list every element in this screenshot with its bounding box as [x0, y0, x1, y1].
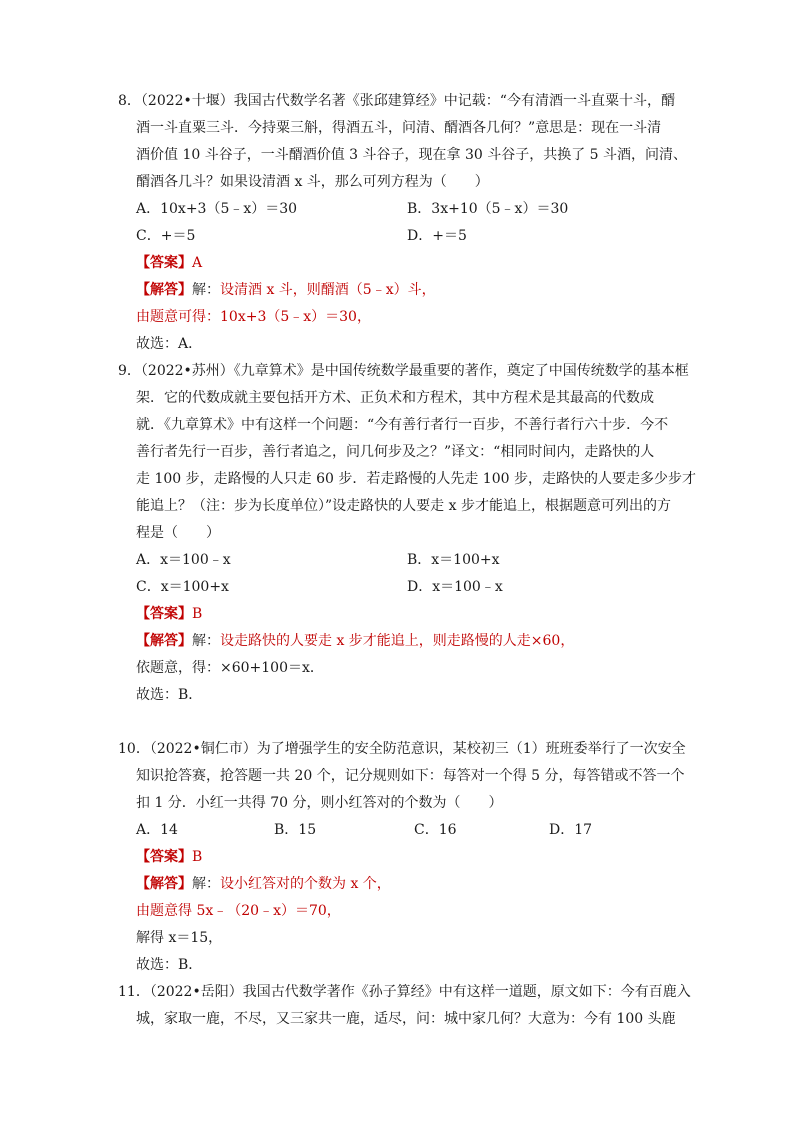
option-d: D．+＝5 — [407, 228, 467, 244]
option-d: D．x＝100﹣x — [407, 579, 503, 595]
options-row — [118, 547, 678, 574]
option-c: C．16 — [414, 822, 457, 838]
question-text-line: 就．《九章算术》中有这样一个问题：“今有善行者行一百步，不善行者行六十步．今不 — [136, 417, 669, 433]
question-9 — [118, 358, 696, 709]
solution-text: 由题意可得：10x+3（5﹣x）＝30， — [136, 309, 371, 325]
solution-line — [118, 628, 678, 655]
question-text-line: 酒一斗直粟三斗．今持粟三斛，得酒五斗，问清、醑酒各几何？”意思是：现在一斗清 — [136, 120, 662, 136]
question-text-line: 城，家取一鹿，不尽，又三家共一鹿，适尽，问：城中家几何？大意为：今有 100 头鹿 — [136, 1011, 676, 1027]
solution-line — [118, 277, 678, 304]
question-text-line: 酒价值 10 斗谷子，一斗醑酒价值 3 斗谷子，现在拿 30 斗谷子，共换了 5 斗酒，问清、 — [136, 147, 688, 163]
question-text-line: 9．（2022•苏州）《九章算术》是中国传统数学最重要的著作，奠定了中国传统数学的基本框 — [118, 363, 689, 379]
question-text-line: 知识抢答赛，抢答题一共 20 个，记分规则如下：每答对一个得 5 分，每答错或不答一个 — [136, 768, 685, 784]
option-a: A．14 — [136, 822, 178, 838]
solution-text: 设走路快的人要走 x 步才能追上，则走路慢的人走×60， — [220, 633, 575, 649]
answer-value: A — [192, 255, 203, 271]
solution-text: 由题意得 5x﹣（20﹣x）＝70， — [136, 903, 341, 919]
answer-value: B — [192, 606, 203, 622]
answer-tag: 【答案】 — [136, 849, 192, 865]
options-row — [118, 196, 678, 223]
solution-line — [118, 871, 678, 898]
solution-text: 依题意，得：×60+100＝x． — [136, 660, 324, 676]
option-b: B．3x+10（5﹣x）＝30 — [407, 201, 569, 217]
question-text-line: 能追上？（注：步为长度单位）”设走路快的人要走 x 步才能追上，根据题意可列出的方 — [136, 498, 671, 514]
question-text-line: 醑酒各几斗？如果设清酒 x 斗，那么可列方程为（ ） — [136, 174, 489, 190]
answer-tag: 【答案】 — [136, 255, 192, 271]
solution-text: 故选：A． — [136, 336, 203, 352]
solution-tag: 【解答】 — [136, 876, 192, 892]
question-text-line: 11．（2022•岳阳）我国古代数学著作《孙子算经》中有这样一道题，原文如下：今有百鹿入 — [118, 984, 691, 1000]
question-text-line: 程是（ ） — [136, 525, 220, 541]
option-c: C．x＝100+x — [136, 579, 229, 595]
solution-text: 故选：B． — [136, 687, 203, 703]
answer-line — [118, 250, 678, 277]
options-row — [118, 817, 678, 844]
answer-line — [118, 844, 678, 871]
option-d: D．17 — [549, 822, 593, 838]
answer-line — [118, 601, 678, 628]
solution-tag: 【解答】 — [136, 633, 192, 649]
option-b: B．x＝100+x — [407, 552, 500, 568]
option-b: B．15 — [274, 822, 317, 838]
question-text-line: 走 100 步，走路慢的人只走 60 步．若走路慢的人先走 100 步，走路快的人要走多少步才 — [136, 471, 696, 487]
question-10 — [118, 736, 686, 979]
solution-text: 设小红答对的个数为 x 个， — [220, 876, 391, 892]
answer-value: B — [192, 849, 203, 865]
question-text-line: 10．（2022•铜仁市）为了增强学生的安全防范意识，某校初三（1）班班委举行了一次安全 — [118, 741, 686, 757]
solution-text: 设清酒 x 斗，则醑酒（5﹣x）斗， — [220, 282, 436, 298]
answer-tag: 【答案】 — [136, 606, 192, 622]
solution-text: 解得 x＝15， — [136, 930, 223, 946]
question-11 — [118, 979, 691, 1033]
question-text-line: 善行者先行一百步，善行者追之，问几何步及之？”译文：“相同时间内，走路快的人 — [136, 444, 655, 460]
option-c: C．+＝5 — [136, 228, 196, 244]
solution-tag: 【解答】 — [136, 282, 192, 298]
solution-lead: 解： — [192, 876, 220, 892]
question-text-line: 架．它的代数成就主要包括开方术、正负术和方程术，其中方程术是其最高的代数成 — [136, 390, 654, 406]
question-8 — [118, 88, 688, 358]
options-row — [118, 574, 678, 601]
solution-lead: 解： — [192, 282, 220, 298]
options-row — [118, 223, 678, 250]
option-a: A．10x+3（5﹣x）＝30 — [136, 201, 298, 217]
solution-lead: 解： — [192, 633, 220, 649]
question-text-line: 扣 1 分．小红一共得 70 分，则小红答对的个数为（ ） — [136, 795, 503, 811]
question-text-line: 8．（2022•十堰）我国古代数学名著《张邱建算经》中记载：“今有清酒一斗直粟十斗，醑 — [118, 93, 675, 109]
solution-text: 故选：B． — [136, 957, 203, 973]
option-a: A．x＝100﹣x — [136, 552, 231, 568]
